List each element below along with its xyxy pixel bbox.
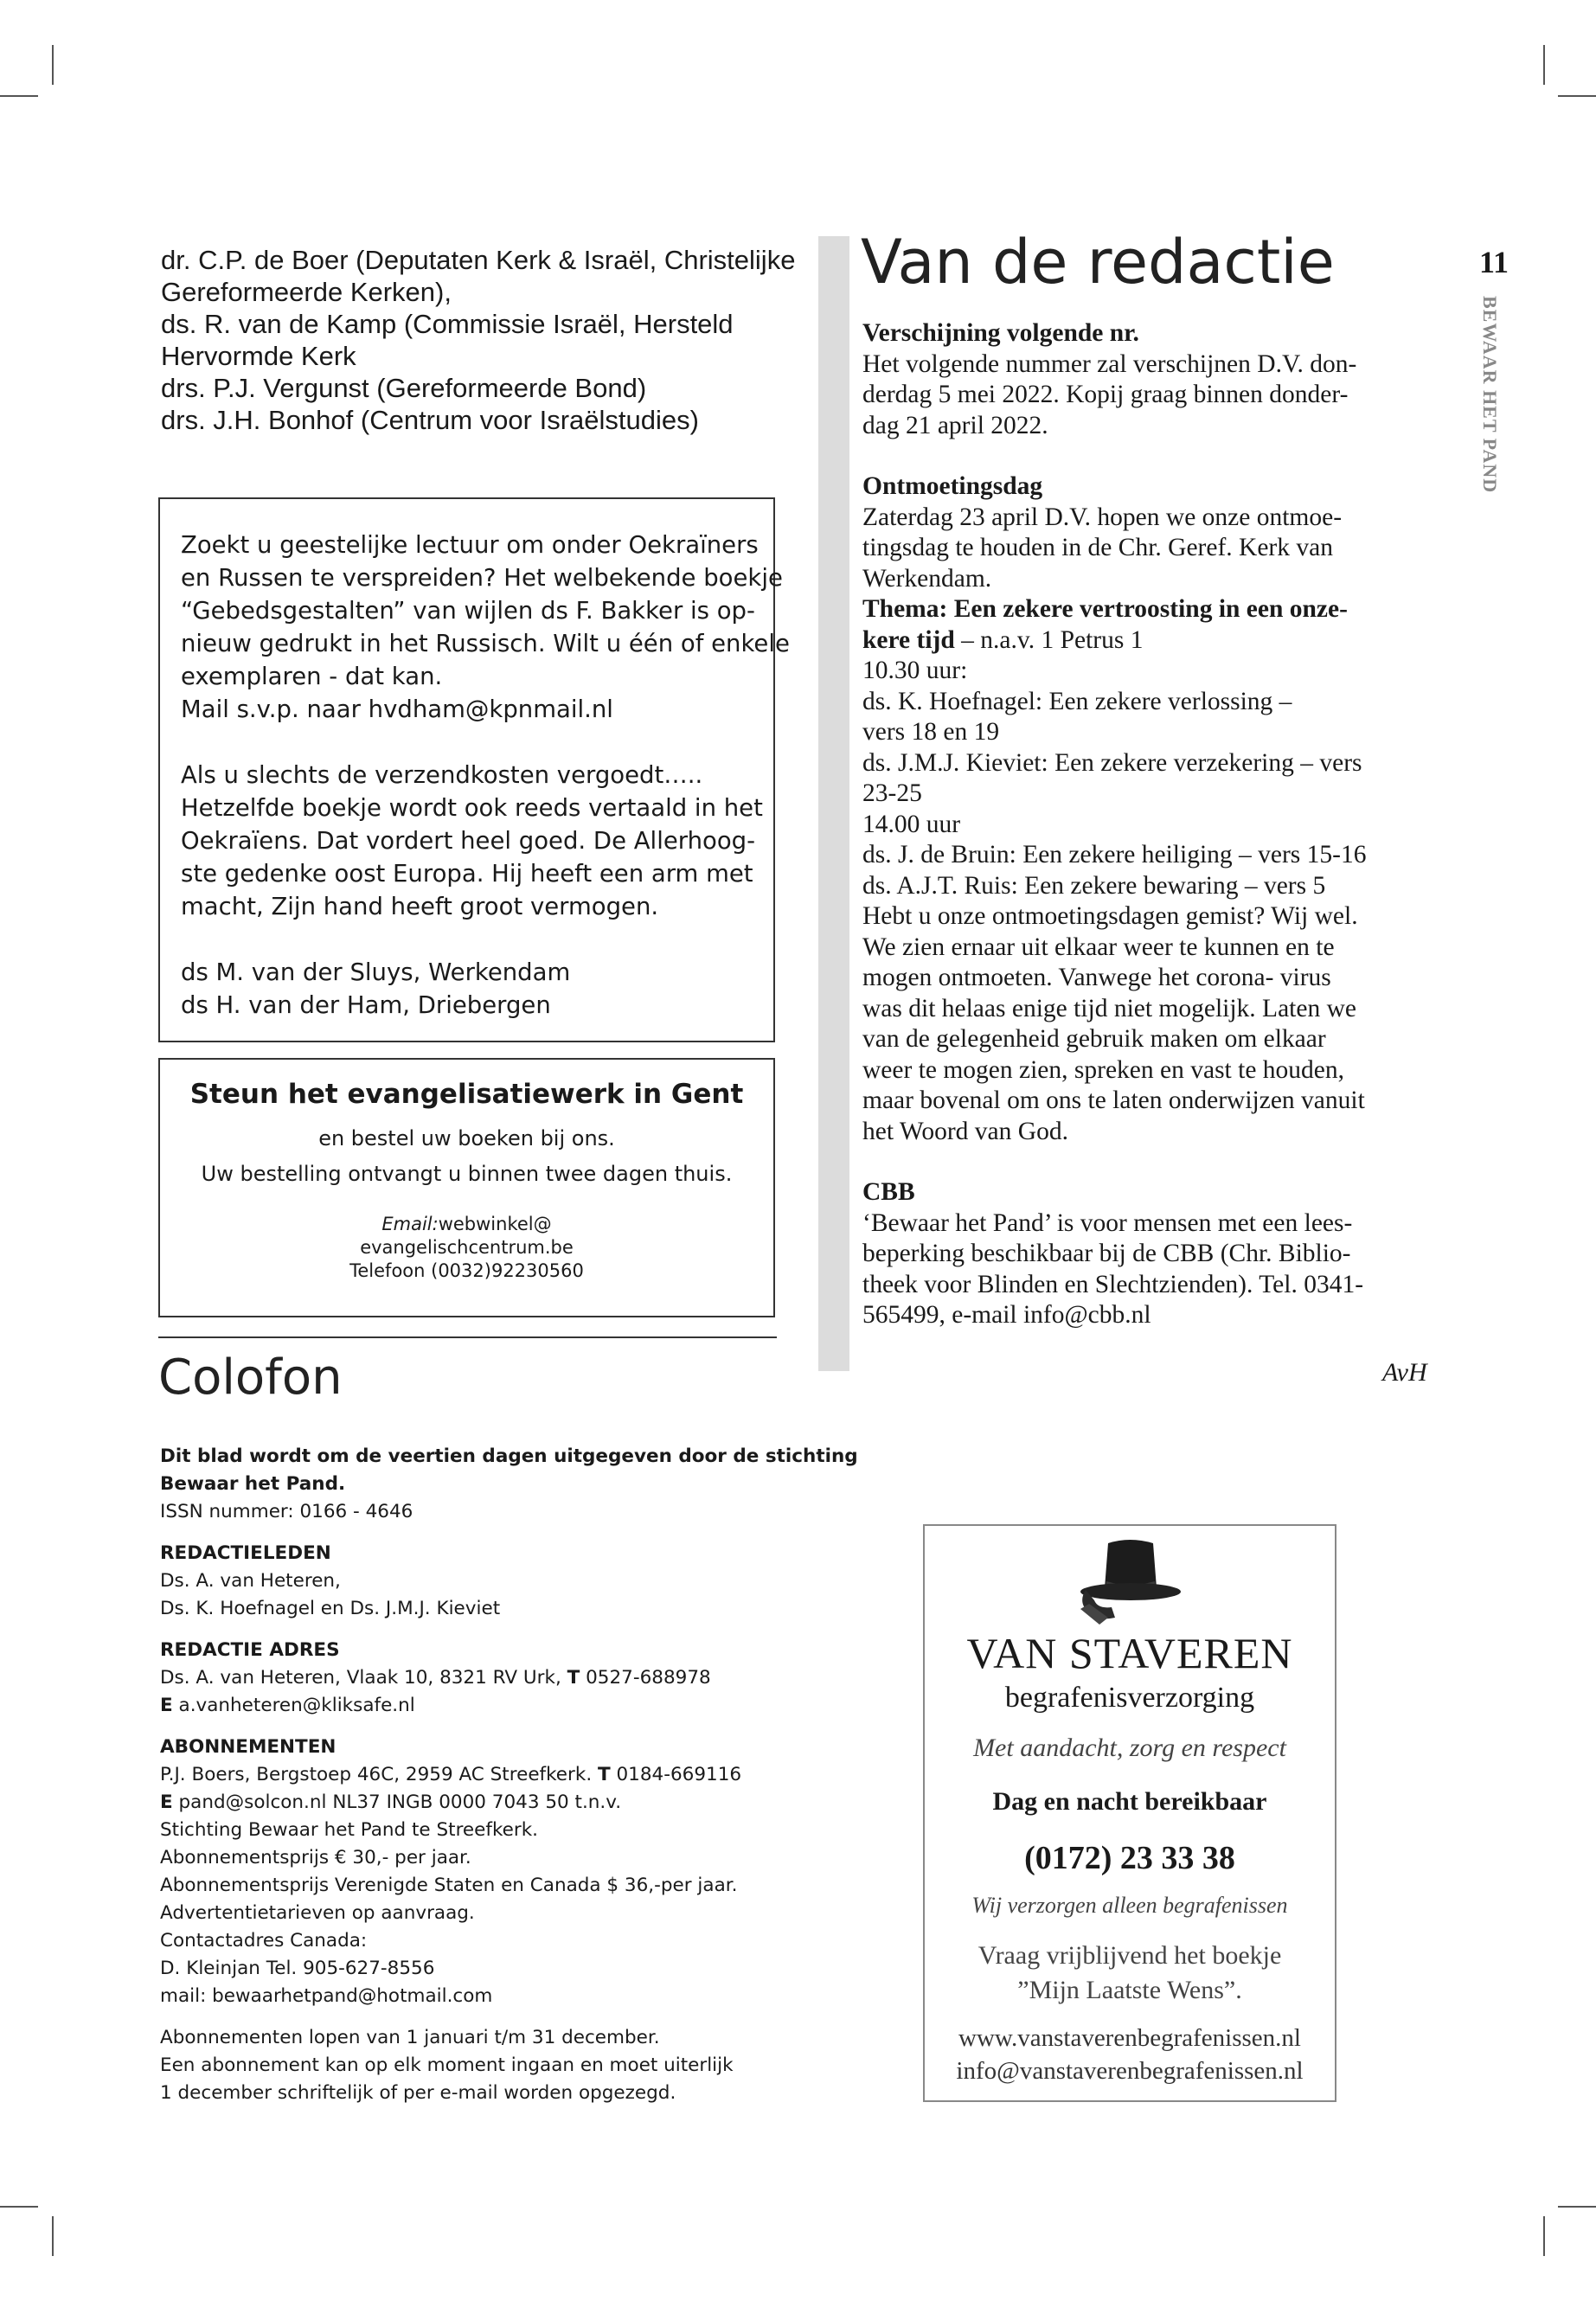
crop-mark bbox=[1558, 2206, 1596, 2208]
top-hat-icon bbox=[1074, 1535, 1186, 1630]
section-heading: CBB bbox=[862, 1178, 915, 1206]
email-line: E a.vanheteren@kliksafe.nl bbox=[160, 1695, 415, 1716]
section-heading: Ontmoetingsdag bbox=[862, 472, 1043, 500]
text-line: macht, Zijn hand heeft groot vermogen. bbox=[181, 893, 659, 920]
text-line: Zoekt u geestelijke lectuur om onder Oekraïners bbox=[181, 531, 759, 559]
crop-mark bbox=[0, 2206, 38, 2208]
section-header: REDACTIELEDEN bbox=[160, 1542, 331, 1564]
ad-booklet-title: ”Mijn Laatste Wens”. bbox=[1017, 1976, 1242, 2004]
text-line: ds. A.J.T. Ruis: Een zekere bewaring – vers 5 bbox=[862, 871, 1326, 900]
colofon-intro: Dit blad wordt om de veertien dagen uitgegeven door de stichting bbox=[160, 1445, 858, 1467]
box-contact bbox=[160, 1213, 773, 1283]
email-line[interactable]: Mail s.v.p. naar hvdham@kpnmail.nl bbox=[181, 695, 613, 723]
text-line: ds. K. Hoefnagel: Een zekere verlossing – bbox=[862, 687, 1292, 715]
text-line: Zaterdag 23 april D.V. hopen we onze ontmoe- bbox=[862, 503, 1343, 531]
text-line: tingsdag te houden in de Chr. Geref. Kerk van bbox=[862, 534, 1333, 561]
list-item: drs. J.H. Bonhof (Centrum voor Israëlstudies) bbox=[161, 405, 699, 435]
list-item: drs. P.J. Vergunst (Gereformeerde Bond) bbox=[161, 373, 647, 403]
colofon-title: Colofon bbox=[158, 1349, 343, 1406]
section-header: REDACTIE ADRES bbox=[160, 1639, 340, 1661]
divider bbox=[158, 1336, 777, 1338]
text-line: Advertentietarieven op aanvraag. bbox=[160, 1902, 475, 1924]
issn: ISSN nummer: 0166 - 4646 bbox=[160, 1501, 413, 1522]
text-line: 1 december schriftelijk of per e-mail worden opgezegd. bbox=[160, 2082, 676, 2104]
phone: Telefoon (0032)92230560 bbox=[349, 1260, 584, 1281]
contributors-list bbox=[161, 244, 795, 436]
text-line: Hebt u onze ontmoetingsdagen gemist? Wij wel. bbox=[862, 902, 1358, 930]
ad-email[interactable]: info@vanstaverenbegrafenissen.nl bbox=[956, 2057, 1304, 2085]
text-line: vers 18 en 19 bbox=[862, 718, 1000, 746]
text-line: maar bovenal om ons te laten onderwijzen vanuit bbox=[862, 1086, 1365, 1114]
text-line: ds. J. de Bruin: Een zekere heiliging – vers 15-16 bbox=[862, 841, 1367, 868]
text-line: ‘Bewaar het Pand’ is voor mensen met een lees- bbox=[862, 1208, 1353, 1237]
text-line: We zien ernaar uit elkaar weer te kunnen en te bbox=[862, 933, 1335, 961]
text-line: “Gebedsgestalten” van wijlen ds F. Bakker is op- bbox=[181, 597, 755, 625]
text-line: Abonnementsprijs Verenigde Staten en Canada $ 36,-per jaar. bbox=[160, 1875, 738, 1896]
text-line: exemplaren - dat kan. bbox=[181, 663, 443, 690]
crop-mark bbox=[1543, 45, 1545, 85]
notice-box-russian-booklet bbox=[158, 497, 790, 1042]
ad-website[interactable]: www.vanstaverenbegrafenissen.nl bbox=[958, 2024, 1301, 2052]
ad-company-name: VAN STAVEREN bbox=[966, 1629, 1293, 1677]
colofon-intro: Bewaar het Pand. bbox=[160, 1473, 346, 1495]
text-line: mogen ontmoeten. Vanwege het corona- virus bbox=[862, 964, 1331, 991]
crop-mark bbox=[1558, 95, 1596, 97]
text-line: en Russen te verspreiden? Het welbekende boekje bbox=[181, 564, 783, 592]
text-line: beperking beschikbaar bij de CBB (Chr. Biblio- bbox=[862, 1240, 1351, 1267]
crop-mark bbox=[52, 45, 54, 85]
crop-mark bbox=[1543, 2216, 1545, 2256]
text-line: Hetzelfde boekje wordt ook reeds vertaald in het bbox=[181, 794, 763, 822]
ad-booklet-line: Vraag vrijblijvend het boekje bbox=[977, 1941, 1282, 1970]
text-line: Contactadres Canada: bbox=[160, 1930, 368, 1952]
sidebar-bar bbox=[818, 236, 849, 1371]
text-line: Ds. K. Hoefnagel en Ds. J.M.J. Kieviet bbox=[160, 1598, 501, 1619]
text-line: Stichting Bewaar het Pand te Streefkerk. bbox=[160, 1819, 538, 1841]
text-line: het Woord van God. bbox=[862, 1117, 1068, 1145]
text-line: Oekraïens. Dat vordert heel goed. De Allerhoog- bbox=[181, 827, 756, 855]
text-line[interactable]: mail: bewaarhetpand@hotmail.com bbox=[160, 1985, 493, 2007]
page-number: 11 bbox=[1479, 245, 1509, 279]
theme-line: kere tijd – n.a.v. 1 Petrus 1 bbox=[862, 625, 1144, 654]
signature-line: ds M. van der Sluys, Werkendam bbox=[181, 958, 571, 986]
advertisement-van-staveren bbox=[923, 1524, 1336, 2102]
text-line: D. Kleinjan Tel. 905-627-8556 bbox=[160, 1958, 435, 1979]
box-title: Steun het evangelisatiewerk in Gent bbox=[189, 1079, 744, 1110]
list-item: Hervormde Kerk bbox=[161, 341, 356, 371]
ad-slogan: Met aandacht, zorg en respect bbox=[973, 1734, 1286, 1762]
list-item: ds. R. van de Kamp (Commissie Israël, Hersteld bbox=[161, 309, 734, 339]
signature: AvH bbox=[1382, 1358, 1427, 1387]
notice-box-gent bbox=[158, 1058, 775, 1317]
ad-availability: Dag en nacht bereikbaar bbox=[992, 1787, 1267, 1816]
text-line: dag 21 april 2022. bbox=[862, 411, 1048, 439]
text-line: weer te mogen zien, spreken en vast te houden, bbox=[862, 1055, 1345, 1084]
text-line: nieuw gedrukt in het Russisch. Wilt u één of enkele bbox=[181, 630, 790, 657]
section-heading: Verschijning volgende nr. bbox=[862, 319, 1139, 347]
redactie-body bbox=[862, 318, 1442, 1331]
redactie-title: Van de redactie bbox=[861, 227, 1335, 298]
text-line: Ds. A. van Heteren, bbox=[160, 1570, 341, 1592]
text-line: 23-25 bbox=[862, 779, 922, 807]
ad-subtitle: begrafenisverzorging bbox=[1004, 1682, 1255, 1714]
signature-line: ds H. van der Ham, Driebergen bbox=[181, 991, 551, 1019]
email-label: Email: bbox=[381, 1214, 439, 1234]
email-value[interactable]: webwinkel@ bbox=[438, 1214, 552, 1234]
text-line: Werkendam. bbox=[862, 564, 992, 593]
text-line: 565499, e-mail info@cbb.nl bbox=[862, 1301, 1151, 1329]
text-line: Als u slechts de verzendkosten vergoedt….. bbox=[181, 761, 703, 789]
list-item: Gereformeerde Kerken), bbox=[161, 277, 452, 307]
running-head bbox=[1475, 296, 1506, 503]
crop-mark bbox=[0, 95, 38, 97]
ad-tagline: Wij verzorgen alleen begrafenissen bbox=[971, 1893, 1288, 1918]
ad-phone: (0172) 23 33 38 bbox=[1024, 1840, 1235, 1876]
text-line: ds. J.M.J. Kieviet: Een zekere verzekering – vers bbox=[862, 748, 1362, 777]
theme-line: Thema: Een zekere vertroosting in een onze- bbox=[862, 595, 1348, 623]
running-head-text: BEWAAR HET PAND bbox=[1479, 296, 1501, 494]
address-line: P.J. Boers, Bergstoep 46C, 2959 AC Streefkerk. T 0184-669116 bbox=[160, 1764, 742, 1785]
text-line: Het volgende nummer zal verschijnen D.V. don- bbox=[862, 349, 1357, 378]
text-line: was dit helaas enige tijd niet mogelijk. Laten we bbox=[862, 994, 1356, 1022]
box-text: Uw bestelling ontvangt u binnen twee dagen thuis. bbox=[201, 1162, 733, 1186]
text-line: Abonnementen lopen van 1 januari t/m 31 december. bbox=[160, 2027, 660, 2048]
colofon-body bbox=[160, 1443, 858, 2107]
email-domain[interactable]: evangelischcentrum.be bbox=[360, 1237, 574, 1258]
text-line: derdag 5 mei 2022. Kopij graag binnen donder- bbox=[862, 381, 1349, 408]
list-item: dr. C.P. de Boer (Deputaten Kerk & Israël, Christelijke bbox=[161, 245, 796, 275]
address-line: Ds. A. van Heteren, Vlaak 10, 8321 RV Urk, T 0527-688978 bbox=[160, 1667, 711, 1689]
text-line: theek voor Blinden en Slechtzienden). Tel. 0341- bbox=[862, 1270, 1364, 1298]
text-line: ste gedenke oost Europa. Hij heeft een arm met bbox=[181, 860, 753, 888]
text-line: 10.30 uur: bbox=[862, 657, 968, 684]
box-text: en bestel uw boeken bij ons. bbox=[318, 1126, 615, 1150]
text-line: Abonnementsprijs € 30,- per jaar. bbox=[160, 1847, 471, 1868]
crop-mark bbox=[52, 2216, 54, 2256]
text-line: 14.00 uur bbox=[862, 810, 961, 838]
email-line: E pand@solcon.nl NL37 INGB 0000 7043 50 t.n.v. bbox=[160, 1791, 622, 1813]
text-line: Een abonnement kan op elk moment ingaan en moet uiterlijk bbox=[160, 2054, 734, 2076]
text-line: van de gelegenheid gebruik maken om elkaar bbox=[862, 1025, 1326, 1053]
section-header: ABONNEMENTEN bbox=[160, 1736, 337, 1758]
